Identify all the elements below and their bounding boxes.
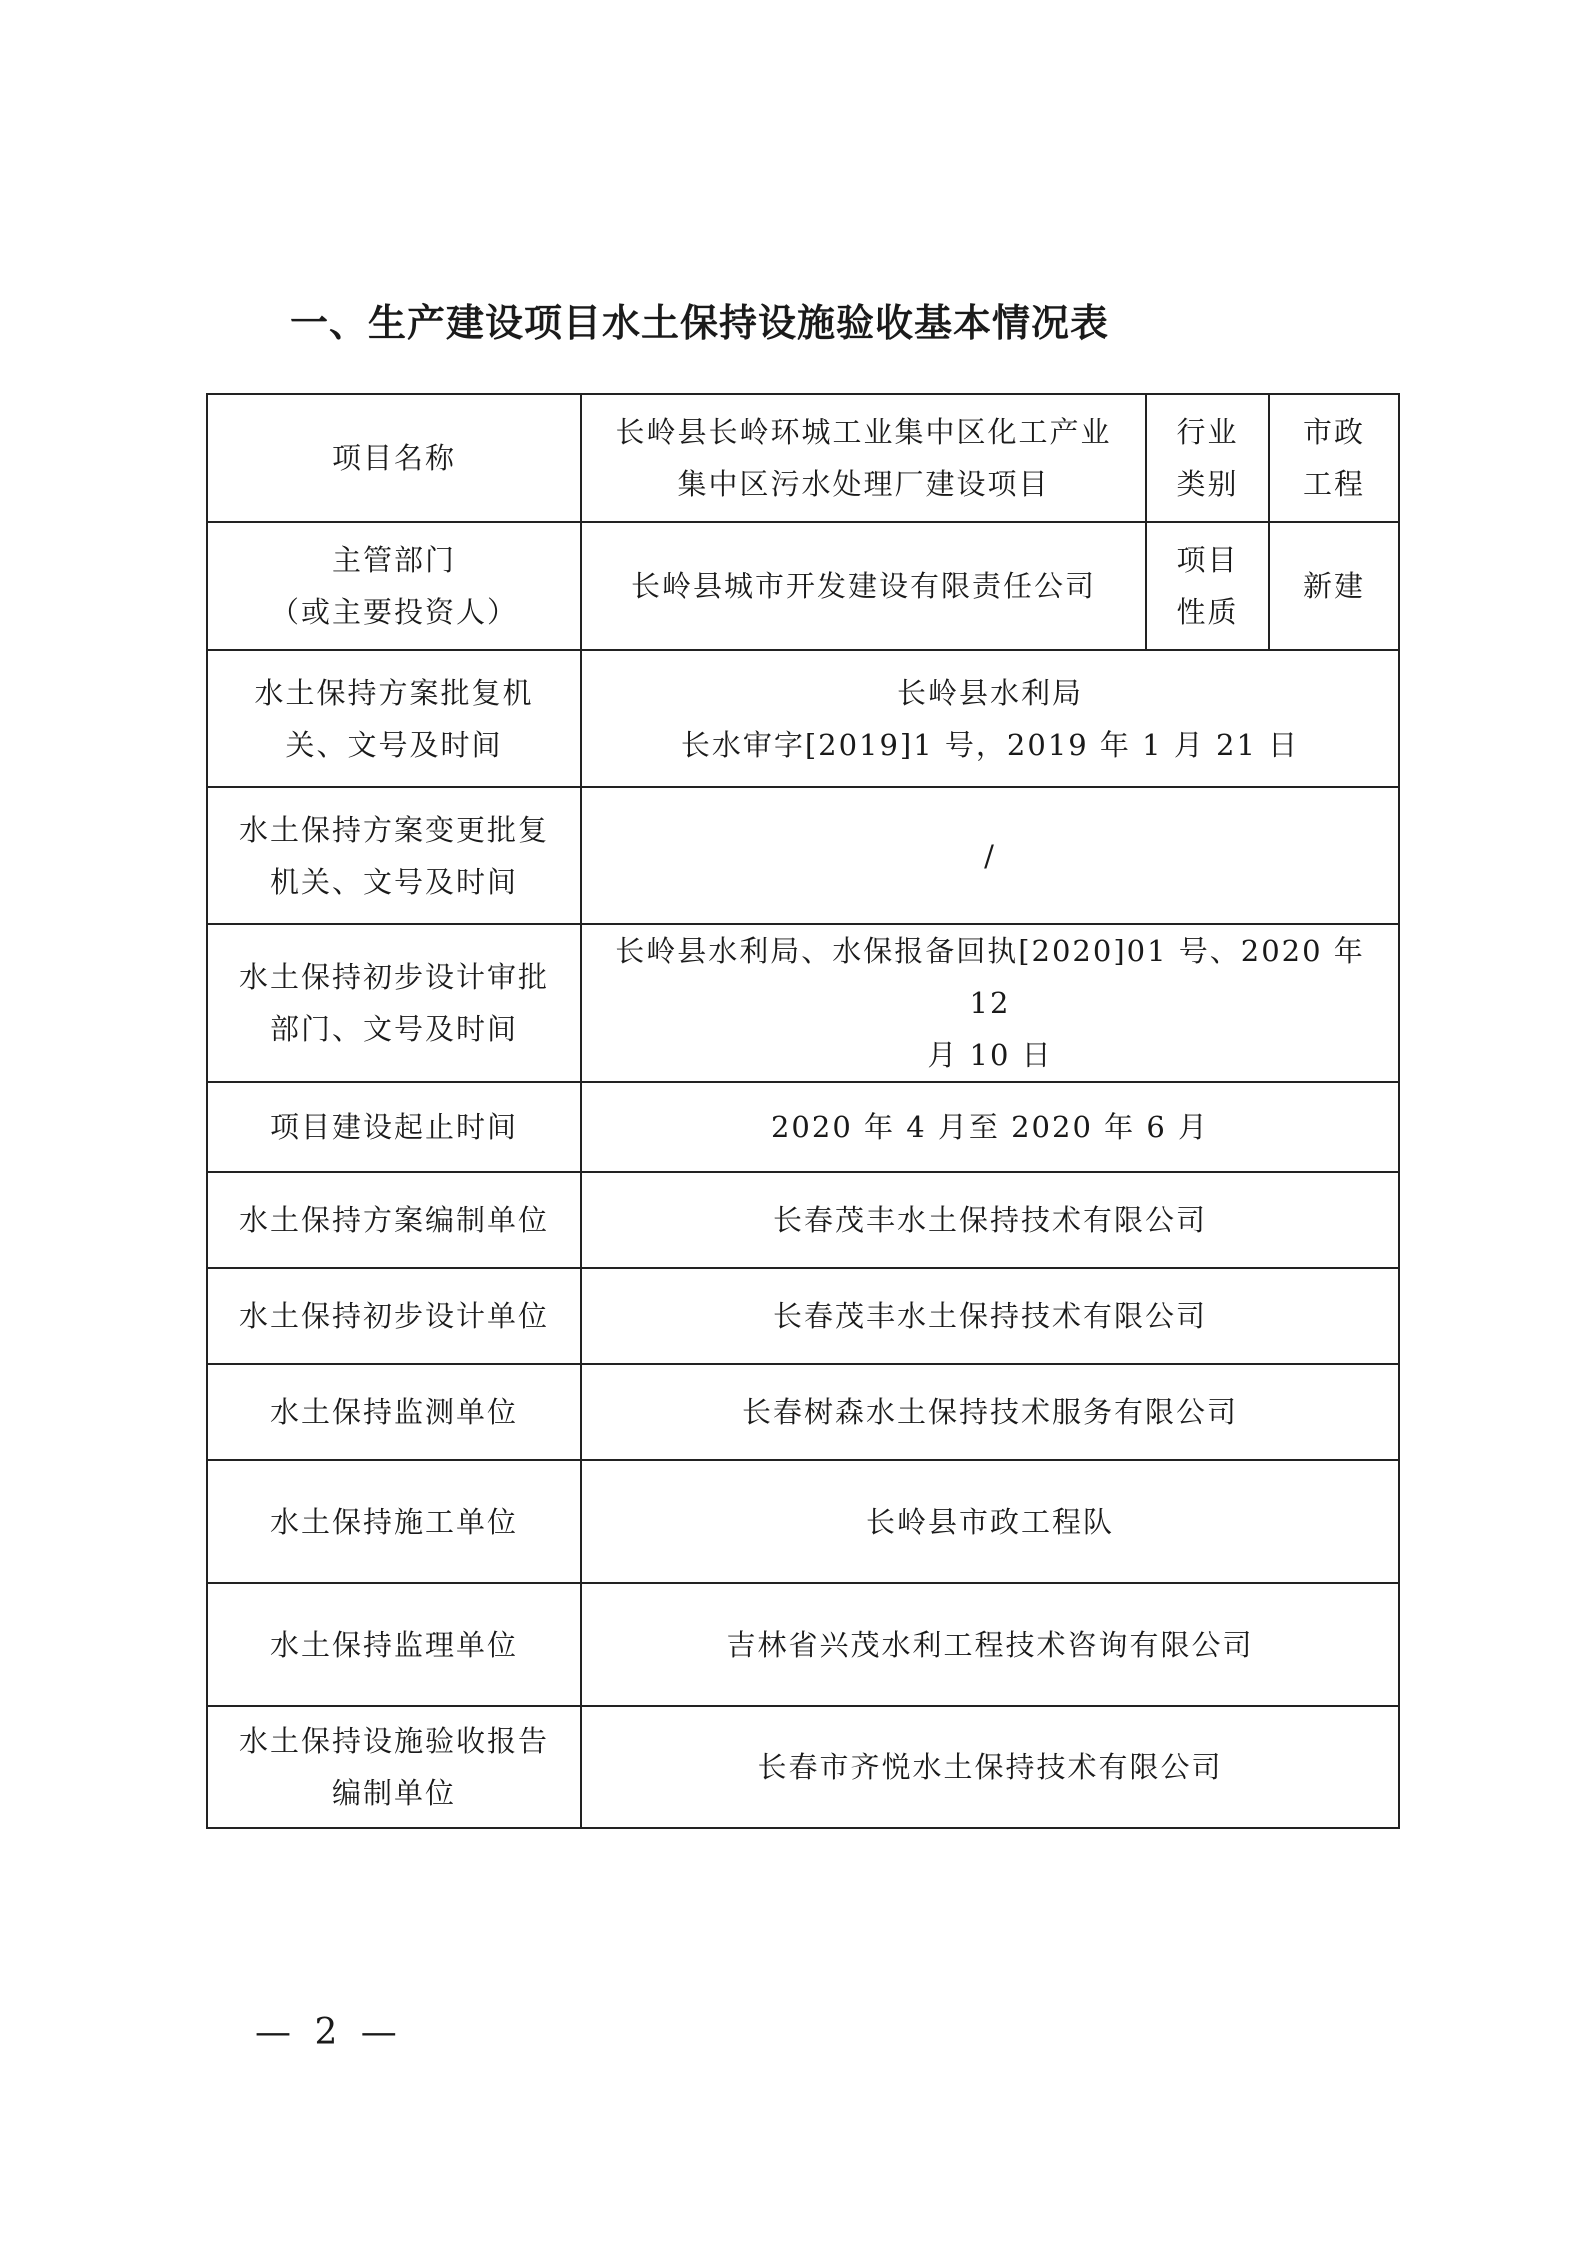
table-row <box>207 522 1399 650</box>
plan-unit-value: 长春茂丰水土保持技术有限公司 <box>581 1172 1399 1268</box>
plan-approval-label: 水土保持方案批复机 关、文号及时间 <box>207 650 581 787</box>
department-label: 主管部门 （或主要投资人） <box>207 522 581 650</box>
table-row <box>207 924 1399 1082</box>
project-nature-value: 新建 <box>1269 522 1399 650</box>
table-row <box>207 650 1399 787</box>
page-title: 一、生产建设项目水土保持设施验收基本情况表 <box>290 301 1110 345</box>
table-row <box>207 1268 1399 1364</box>
prelim-design-label: 水土保持初步设计审批 部门、文号及时间 <box>207 924 581 1082</box>
plan-unit-label: 水土保持方案编制单位 <box>207 1172 581 1268</box>
plan-change-value: / <box>581 787 1399 924</box>
table-row <box>207 1706 1399 1828</box>
prelim-design-value: 长岭县水利局、水保报备回执[2020]01 号、2020 年 12 月 10 日 <box>581 924 1399 1082</box>
table-row <box>207 787 1399 924</box>
acceptance-info-table <box>206 393 1400 1829</box>
table-row <box>207 1172 1399 1268</box>
project-name-value: 长岭县长岭环城工业集中区化工产业 集中区污水处理厂建设项目 <box>581 394 1146 522</box>
supervision-unit-label: 水土保持监理单位 <box>207 1583 581 1706</box>
design-unit-value: 长春茂丰水土保持技术有限公司 <box>581 1268 1399 1364</box>
plan-change-label: 水土保持方案变更批复 机关、文号及时间 <box>207 787 581 924</box>
industry-category-value: 市政 工程 <box>1269 394 1399 522</box>
construction-unit-label: 水土保持施工单位 <box>207 1460 581 1583</box>
table-row <box>207 1460 1399 1583</box>
plan-approval-value: 长岭县水利局 长水审字[2019]1 号，2019 年 1 月 21 日 <box>581 650 1399 787</box>
project-nature-label: 项目 性质 <box>1146 522 1269 650</box>
table-row <box>207 1082 1399 1172</box>
report-unit-value: 长春市齐悦水土保持技术有限公司 <box>581 1706 1399 1828</box>
department-value: 长岭县城市开发建设有限责任公司 <box>581 522 1146 650</box>
table-row <box>207 1583 1399 1706</box>
monitoring-unit-value: 长春树森水土保持技术服务有限公司 <box>581 1364 1399 1460</box>
construction-period-label: 项目建设起止时间 <box>207 1082 581 1172</box>
industry-category-label: 行业 类别 <box>1146 394 1269 522</box>
page-number: — 2 — <box>255 2012 403 2053</box>
project-name-label: 项目名称 <box>207 394 581 522</box>
table-row <box>207 1364 1399 1460</box>
construction-unit-value: 长岭县市政工程队 <box>581 1460 1399 1583</box>
table-row <box>207 394 1399 522</box>
supervision-unit-value: 吉林省兴茂水利工程技术咨询有限公司 <box>581 1583 1399 1706</box>
design-unit-label: 水土保持初步设计单位 <box>207 1268 581 1364</box>
monitoring-unit-label: 水土保持监测单位 <box>207 1364 581 1460</box>
construction-period-value: 2020 年 4 月至 2020 年 6 月 <box>581 1082 1399 1172</box>
report-unit-label: 水土保持设施验收报告 编制单位 <box>207 1706 581 1828</box>
